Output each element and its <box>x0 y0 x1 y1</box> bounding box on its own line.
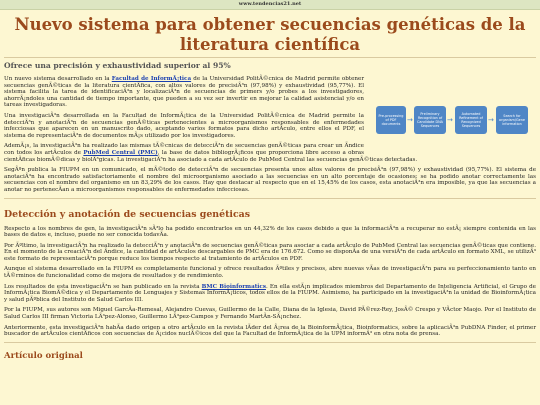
diagram-box-search: Search for organism/Gene information <box>496 106 528 134</box>
section-paragraph-3: Aunque el sistema desarrollado en la FIUPM es completamente funcional y ofrece resultados Ãºtiles y precisos, abre nuevas vÃas de investigaciÃ³n para su perfeccionamiento tanto en tÃ©rminos de funcionalidad como de mejora de resultados y de rendimiento. <box>4 266 536 280</box>
intro-paragraph-2: Una investigaciÃ³n desarrollada en la Facultad de InformÃ¡tica de la Universidad PolitÃ©cnica de Madrid permite la detecciÃ³n y anotaciÃ³n de secuencias genÃ©ticas pertenecientes a microorganismos responsables de enfermedades infecciosas que aparecen en un manuscrito dado, aceptando varios formatos para dicho artÃculo, entre ellos el PDF, el sistema de representaciÃ³n de documentos mÃ¡s utilizado por los investigadores. <box>4 112 364 139</box>
intro-paragraph-3: AdemÃ¡s, la investigaciÃ³n ha realizado las mismas tÃ©cnicas de detecciÃ³n de secuencias genÃ©ticas para crear un Ãndice con todos los artÃculos de PubMed Central (PMC), la base de datos bibliogrÃ¡ficos que proporciona libre acceso a obras cientÃficas biomÃ©dicas y biolÃ³gicas. La investigaciÃ³n ha asociado a cada artÃculo de PubMed Central las secuencias genÃ©ticas detectadas. <box>4 143 418 163</box>
diagram-box-preprocessing: Pre-processing of PDF documents <box>376 106 406 134</box>
section-paragraph-1: Respecto a los nombres de gen, la investigaciÃ³n sÃ³lo ha podido encontrarlos en un 44,32% de los casos debido a que la informaciÃ³n a recuperar no estÃ¡ siempre contenida en las bases de datos e, incluso, puede no ser conocida todavÃa. <box>4 225 536 239</box>
intro-paragraph-1: Un nuevo sistema desarrollado en la Facultad de InformÃ¡tica de la Universidad PolitÃ©cnica de Madrid permite obtener secuencias genÃ©ticas de la literatura cientÃfica, con altos valores de precisiÃ³n (97,98%) y exhaustividad (95,77%). El sistema facilita la tarea de identificaciÃ³n y localizaciÃ³n de secuencias de primers y/o probes a los investigadores, ahorrÃ¡ndoles una cantidad de tiempo importante, que pueden a su vez ser invertir en mejorar la calidad asistencial y/o en tareas investigadoras. <box>4 76 365 109</box>
arrow-icon: → <box>407 116 413 124</box>
divider <box>4 198 536 199</box>
pipeline-diagram <box>368 76 536 148</box>
arrow-icon: → <box>447 116 453 124</box>
results-paragraph: SegÃºn publica la FIUPM en un comunicado, el mÃ©todo de detecciÃ³n de secuencias presenta unos altos valores de precisiÃ³n (97,98%) y exhaustividad (95,77%). El sistema de anotaciÃ³n ha encontrado satisfactoriamente el nombre del microorganismo asociado a las secuencias en un alto porcentaje de ocasiones: se ha podido anotar correctamente las secuencias con el nombre del organismo en un 83,29% de los casos. Hay que destacar al respecto que en el 15,45% de los casos, esta anotaciÃ³n era imposible, ya que las secuencias a anotar no pertenecÃan a microorganismos responsables de enfermedades infecciosas. <box>4 167 536 193</box>
site-url-bar <box>0 0 540 10</box>
section-paragraph-4: Los resultados de esta investigaciÃ³n se han publicado en la revista BMC Bioinformatics. En ella estÃ¡n implicados miembros del Departamento de Inteligencia Artificial, el Grupo de InformÃ¡tica BiomÃ©dica y el Departamento de Lenguajes y Sistemas InformÃ¡ticos, todos ellos de la FIUPM. Asimismo, ha participado en la investigaciÃ³n la unidad de BioinformÃ¡tica y salud pÃºblica del Instituto de Salud Carlos III. <box>4 283 536 303</box>
section-paragraph-6: Anteriormente, esta investigaciÃ³n habÃa dado origen a otro artÃculo en la revista lÃder del Ã¡rea de la BioinformÃ¡tica, Bioinformatics, sobre la aplicaciÃ³n PubDNA Finder, el primer buscador de artÃculos cientÃficos con secuencias de Ã¡cidos nuclÃ©icos del que la Facultad de InformÃ¡tica de la UPM informÃ³ en otra nota de prensa. <box>4 324 536 338</box>
bmc-bioinformatics-link[interactable]: BMC Bioinformatics <box>201 283 266 290</box>
pubmed-central-link[interactable]: PubMed Central (PMC) <box>83 149 158 156</box>
arrow-icon: → <box>488 116 494 124</box>
original-article-heading: Artículo original <box>4 350 83 361</box>
divider <box>4 342 536 343</box>
intro-block <box>4 76 536 163</box>
diagram-box-refinement: Automated Refinement of Recognized Sequences <box>455 106 487 134</box>
article-subtitle: Ofrece una precisión y exhaustividad superior al 95% <box>4 61 231 70</box>
article <box>0 15 540 361</box>
divider <box>4 57 536 58</box>
diagram-box-recognition: Preliminary Recognition of Candidate DNA Sequences <box>414 106 446 134</box>
site-url[interactable]: www.tendencias21.net <box>238 1 302 7</box>
section-title: Detección y anotación de secuencias genéticas <box>4 208 251 220</box>
section-paragraph-2: Por Ãºltimo, la investigaciÃ³n ha realizado la detecciÃ³n y anotaciÃ³n de secuencias genÃ©ticas para asociar a cada artÃculo de PubMed Central las secuencias genÃ©ticas que contiene. En el momento de la creaciÃ³n del Ãndice, la cantidad de artÃculos descargables de PMC era de 176.672. Como se disponÃa de una versiÃ³n de cada artÃculo en formato XML, se utilizÃ³ este formato de representaciÃ³n porque reduce los tiempos respecto al tratamiento de artÃculos en PDF. <box>4 242 536 262</box>
faculty-link[interactable]: Facultad de InformÃ¡tica <box>111 76 192 82</box>
section-paragraph-5: Por la FIUPM, sus autores son Miguel GarcÃa-Remesal, Alejandro Cuevas, Guillermo de la Calle, Diana de la Iglesia, David PÃ©rez-Rey, JosÃ© Crespo y VÃctor Maojo. Por el Instituto de Salud Carlos III firman Victoria LÃ³pez-Alonso, Guillermo LÃ³pez-Campos y Fernando MartÃn-SÃ¡nchez. <box>4 307 536 321</box>
article-title: Nuevo sistema para obtener secuencias genéticas de la literatura científica <box>14 15 526 54</box>
